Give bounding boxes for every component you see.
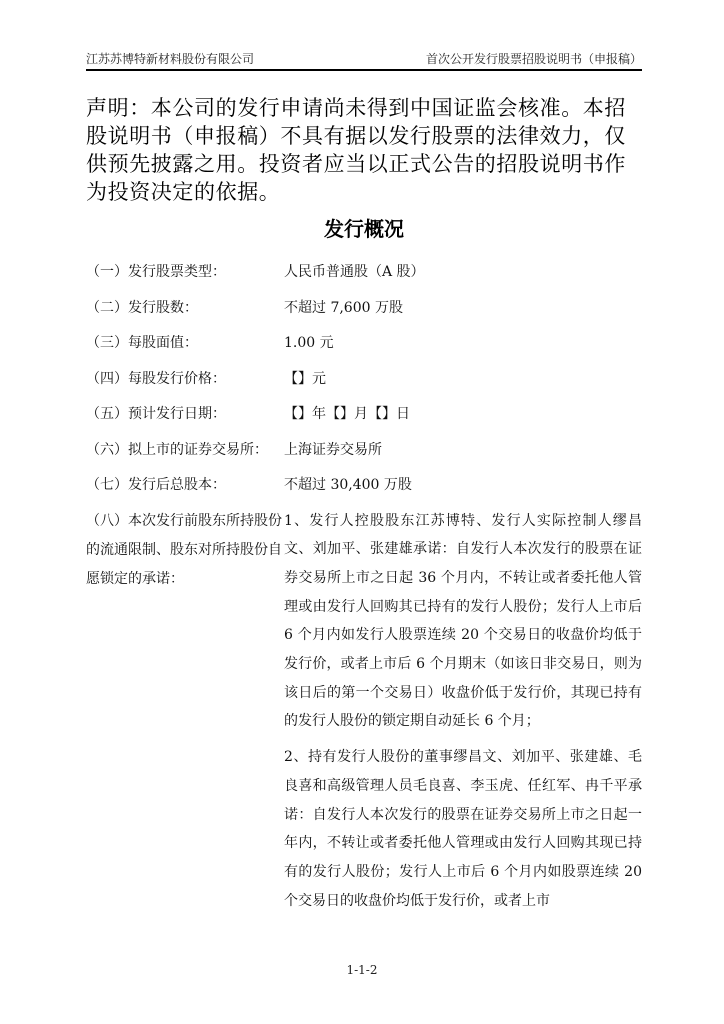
overview-row-lockup: [86, 507, 642, 916]
running-header: [86, 50, 642, 68]
header-divider: [86, 69, 642, 71]
issuance-overview: [86, 258, 642, 915]
header-company-name: 江苏苏博特新材料股份有限公司: [86, 52, 255, 66]
overview-label: （七）发行后总股本：: [86, 477, 226, 493]
overview-row-share-count: [86, 294, 642, 330]
overview-label: （二）发行股数：: [86, 299, 198, 316]
overview-row-par-value: [86, 329, 642, 365]
overview-value: 人民币普通股（A 股）: [284, 264, 425, 280]
section-title: 发行概况: [324, 217, 404, 241]
overview-label: （一）发行股票类型：: [86, 264, 226, 280]
overview-value: 不超过 30,400 万股: [284, 477, 412, 493]
overview-label: （六）拟上市的证券交易所：: [86, 441, 268, 458]
lockup-paragraph: 1、发行人控股股东江苏博特、发行人实际控制人缪昌文、刘加平、张建雄承诺：自发行人本次发行的股票在证券交易所上市之日起 36 个月内，不转让或者委托他人管理或由发行人回购其已持有的发行人股份；发行人上市后 6 个月内如发行人股票连续 20 个交易日的收盘价均低于发行价，或者上市后 6 个月期末（如该日非交易日，则为该日后的第一个交易日）收盘价低于发行价，其现已持有的发行人股份的锁定期自动延长 6 个月；: [284, 512, 642, 730]
overview-label: （四）每股发行价格：: [86, 370, 226, 387]
overview-row-exchange: [86, 436, 642, 472]
overview-value: 【】元: [284, 370, 326, 387]
overview-value: 上海证券交易所: [284, 441, 382, 458]
overview-row-total-shares: [86, 471, 642, 507]
lockup-commitments: [284, 507, 642, 916]
header-document-title: 首次公开发行股票招股说明书（申报稿）: [425, 52, 642, 66]
page-number: 1-1-2: [346, 963, 378, 977]
overview-value: 不超过 7,600 万股: [284, 299, 403, 316]
overview-row-issue-date: [86, 400, 642, 436]
overview-row-issue-price: [86, 365, 642, 401]
disclaimer-statement: 声明：本公司的发行申请尚未得到中国证监会核准。本招股说明书（申报稿）不具有据以发行股票的法律效力，仅供预先披露之用。投资者应当以正式公告的招股说明书作为投资决定的依据。: [86, 96, 626, 204]
overview-label: （五）预计发行日期：: [86, 406, 226, 422]
overview-label: （八）本次发行前股东所持股份的流通限制、股东对所持股份自愿锁定的承诺：: [86, 512, 282, 587]
lockup-paragraph: 2、持有发行人股份的董事缪昌文、刘加平、张建雄、毛良喜和高级管理人员毛良喜、李玉虎、任红军、冉千平承诺：自发行人本次发行的股票在证券交易所上市之日起一年内，不转让或者委托他人管理或由发行人回购其现已持有的发行人股份；发行人上市后 6 个月内如股票连续 20 个交易日的收盘价均低于发行价，或者上市: [284, 749, 642, 909]
overview-label: （三）每股面值：: [86, 335, 198, 351]
overview-row-stock-type: [86, 258, 642, 294]
overview-value: 【】年【】月【】日: [284, 406, 410, 422]
overview-value: 1.00 元: [284, 335, 334, 351]
